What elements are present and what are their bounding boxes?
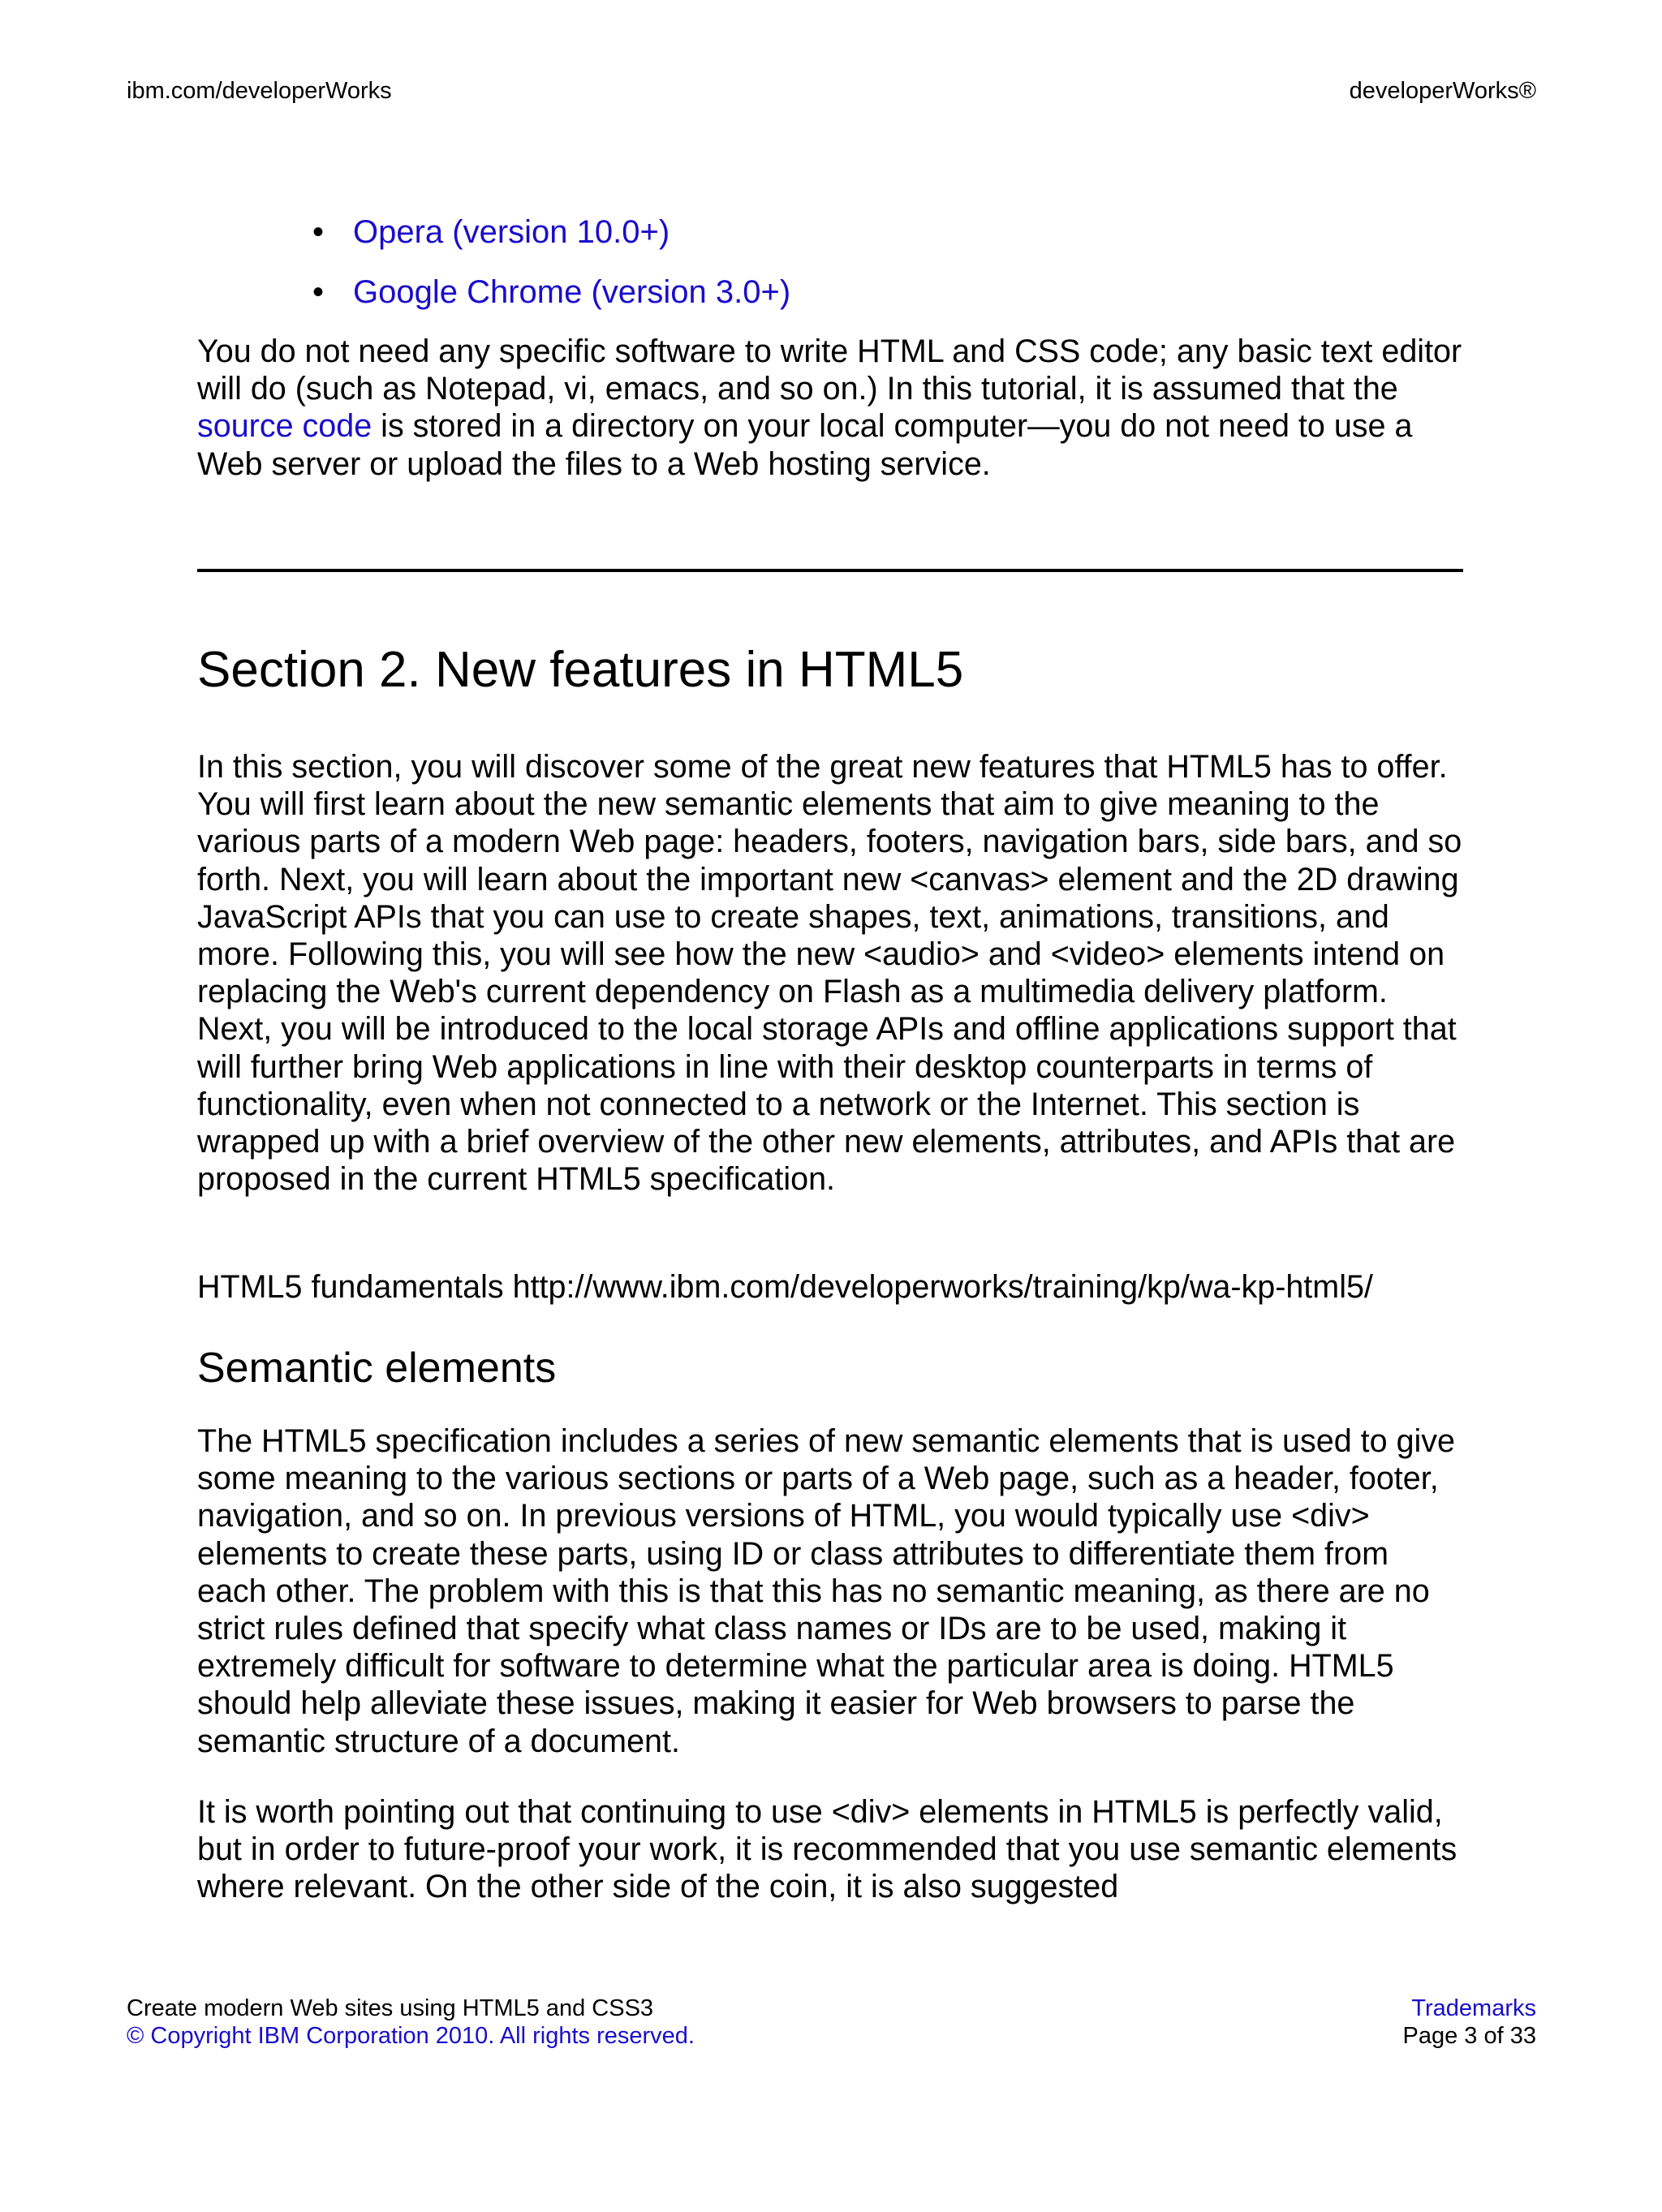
footer-trademarks-link[interactable]: Trademarks bbox=[1411, 1995, 1536, 2021]
list-item[interactable] bbox=[312, 213, 790, 252]
section-divider bbox=[197, 569, 1463, 572]
footer-page-number: Page 3 of 33 bbox=[1402, 2023, 1536, 2049]
intro-paragraph: You do not need any specific software to write HTML and CSS code; any basic text editor will do (such as Notepad, vi, emacs, and so on.) In this tutorial, it is assumed that the source code is stored in a directory on your local computer—you do not need to use a Web server or upload the files to a Web hosting service. bbox=[197, 334, 1462, 482]
subsection-title: Semantic elements bbox=[197, 1345, 557, 1392]
bullet-icon: • bbox=[312, 274, 325, 310]
semantic-paragraph-2: It is worth pointing out that continuing to use <div> elements in HTML5 is perfectly valid, but in order to future-proof your work, it is recommended that you use semantic elements where relevant. On the other side of the coin, it is also suggested bbox=[197, 1794, 1457, 1905]
browser-list bbox=[312, 213, 790, 333]
browser-link-chrome[interactable]: Google Chrome (version 3.0+) bbox=[353, 274, 791, 310]
running-header-right: developerWorks® bbox=[1349, 78, 1536, 104]
footer-copyright-link[interactable]: © Copyright IBM Corporation 2010. All rights reserved. bbox=[127, 2023, 695, 2049]
list-item[interactable] bbox=[312, 273, 790, 312]
section-title: Section 2. New features in HTML5 bbox=[197, 642, 964, 698]
section-intro-paragraph: In this section, you will discover some of the great new features that HTML5 has to offer. You will first learn about the new semantic elements that aim to give meaning to the various parts of a modern Web page: headers, footers, navigation bars, side bars, and so forth. Next, you will learn about the important new <canvas> element and the 2D drawing JavaScript APIs that you can use to create shapes, text, animations, transitions, and more. Following this, you will see how the new <audio> and <video> elements intend on replacing the Web's current dependency on Flash as a multimedia delivery platform. Next, you will be introduced to the local storage APIs and offline applications support that will further bring Web applications in line with their desktop counterparts in terms of functionality, even when not connected to a network or the Internet. This section is wrapped up with a brief overview of the other new elements, attributes, and APIs that are proposed in the current HTML5 specification. bbox=[197, 749, 1462, 1198]
running-header-left: ibm.com/developerWorks bbox=[127, 78, 392, 104]
footer-doc-title: Create modern Web sites using HTML5 and CSS3 bbox=[127, 1995, 654, 2021]
bullet-icon: • bbox=[312, 214, 325, 250]
browser-link-opera[interactable]: Opera (version 10.0+) bbox=[353, 214, 670, 250]
source-line: HTML5 fundamentals http://www.ibm.com/developerworks/training/kp/wa-kp-html5/ bbox=[197, 1269, 1373, 1305]
source-code-link[interactable]: source code bbox=[197, 408, 372, 445]
semantic-paragraph-1: The HTML5 specification includes a series of new semantic elements that is used to give some meaning to the various sections or parts of a Web page, such as a header, footer, navigation, and so on. In previous versions of HTML, you would typically use <div> elements to create these parts, using ID or class attributes to differentiate them from each other. The problem with this is that this has no semantic meaning, as there are no strict rules defined that specify what class names or IDs are to be used, making it extremely difficult for software to determine what the particular area is doing. HTML5 should help alleviate these issues, making it easier for Web browsers to parse the semantic structure of a document. bbox=[197, 1423, 1456, 1759]
